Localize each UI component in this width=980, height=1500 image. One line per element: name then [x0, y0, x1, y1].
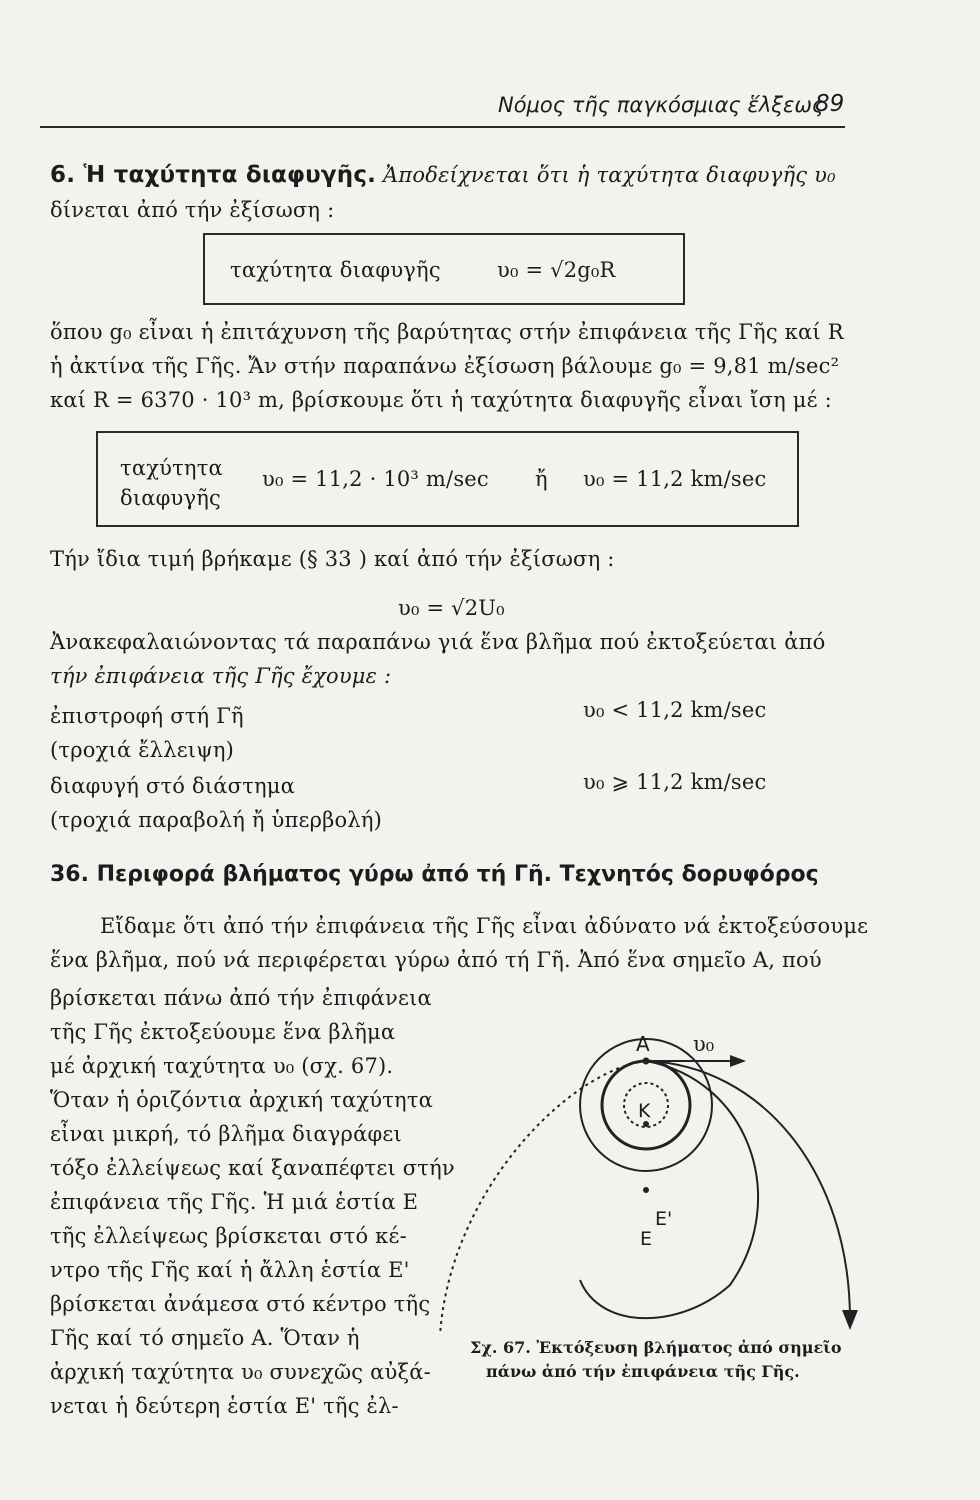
- section36-col-line: μέ ἀρχική ταχύτητα υ₀ (σχ. 67).: [50, 1054, 394, 1078]
- header-rule: [40, 126, 845, 128]
- point-A: [643, 1058, 650, 1065]
- label-A: Α: [636, 1032, 650, 1056]
- para1-line3: καί R = 6370 · 10³ m, βρίσκουμε ὅτι ἡ ταχύτητα διαφυγῆς εἶναι ἴση μέ :: [50, 388, 832, 412]
- section36-col-line: νεται ἡ δεύτερη ἑστία Ε' τῆς ἐλ-: [50, 1394, 399, 1418]
- figure-caption-line1: Σχ. 67. Ἐκτόξευση βλήματος ἀπό σημεῖο: [470, 1338, 842, 1357]
- section6-line2: δίνεται ἀπό τήν ἐξίσωση :: [50, 198, 335, 222]
- section36-col-line: Ὅταν ἡ ὁριζόντια ἀρχική ταχύτητα: [50, 1088, 434, 1112]
- section36-col-line: ἀρχική ταχύτητα υ₀ συνεχῶς αὐξά-: [50, 1360, 431, 1384]
- case2-condition: υ₀ ⩾ 11,2 km/sec: [583, 770, 767, 794]
- trajectory-arrow-head: [842, 1310, 858, 1330]
- box2-formula-1: υ₀ = 11,2 · 10³ m/sec: [262, 467, 489, 491]
- section36-col-line: ντρο τῆς Γῆς καί ἡ ἄλλη ἑστία Ε': [50, 1258, 410, 1282]
- para1-line1: ὅπου g₀ εἶναι ἡ ἐπιτάχυνση τῆς βαρύτητας στήν ἐπιφάνεια τῆς Γῆς καί R: [50, 320, 844, 344]
- label-v0: υ₀: [693, 1032, 715, 1056]
- para1-line2: ἡ ἀκτίνα τῆς Γῆς. Ἄν στήν παραπάνω ἐξίσωση βάλουμε g₀ = 9,81 m/sec²: [50, 354, 840, 378]
- running-title: Νόμος τῆς παγκόσμιας ἕλξεως: [498, 93, 825, 117]
- section36-col-line: εἶναι μικρή, τό βλῆμα διαγράφει: [50, 1122, 402, 1146]
- page-number: 89: [815, 91, 845, 117]
- label-E-prime: Ε': [655, 1208, 673, 1230]
- section36-col-line: τῆς Γῆς ἐκτοξεύουμε ἕνα βλῆμα: [50, 1020, 396, 1044]
- formula3: υ₀ = √2U₀: [398, 596, 505, 620]
- hyperbola-trajectory: [646, 1061, 850, 1320]
- box1-formula: υ₀ = √2g₀R: [497, 258, 616, 282]
- section6-intro: Ἀποδείχνεται ὅτι ἡ ταχύτητα διαφυγῆς υ₀: [383, 163, 836, 187]
- dashed-trajectory: [440, 1061, 646, 1335]
- section36-heading: 36. Περιφορά βλήματος γύρω ἀπό τή Γῆ. Τεχνητός δορυφόρος: [50, 862, 819, 887]
- box2-formula-2: υ₀ = 11,2 km/sec: [583, 467, 767, 491]
- case2-line1: διαφυγή στό διάστημα: [50, 774, 296, 798]
- section6-heading: 6. Ἡ ταχύτητα διαφυγῆς.: [50, 162, 377, 188]
- box1-label: ταχύτητα διαφυγῆς: [230, 258, 441, 282]
- ellipse-trajectory: [580, 1061, 758, 1318]
- label-E: Ε: [640, 1228, 653, 1250]
- case1-line1: ἐπιστροφή στή Γῆ: [50, 704, 244, 728]
- section36-col-line: βρίσκεται πάνω ἀπό τήν ἐπιφάνεια: [50, 986, 432, 1010]
- section36-col-line: τῆς ἐλλείψεως βρίσκεται στό κέ-: [50, 1224, 407, 1248]
- section36-col-line: ἐπιφάνεια τῆς Γῆς. Ἡ μιά ἑστία Ε: [50, 1190, 419, 1214]
- section36-col-line: βρίσκεται ἀνάμεσα στό κέντρο τῆς: [50, 1292, 431, 1316]
- velocity-arrow-head: [730, 1055, 746, 1067]
- case2-line2: (τροχιά παραβολή ἤ ὑπερβολή): [50, 808, 382, 832]
- section6-first-line: [50, 162, 836, 188]
- case1-condition: υ₀ < 11,2 km/sec: [583, 698, 767, 722]
- para3-line2: τήν ἐπιφάνεια τῆς Γῆς ἔχουμε :: [50, 664, 392, 688]
- section36-line-1: Εἴδαμε ὅτι ἀπό τήν ἐπιφάνεια τῆς Γῆς εἶναι ἀδύνατο νά ἐκτοξεύσουμε: [100, 914, 869, 938]
- box2-label-2: διαφυγῆς: [120, 486, 222, 510]
- box2-or: ἤ: [535, 467, 548, 491]
- section36-line-2: ἕνα βλῆμα, πού νά περιφέρεται γύρω ἀπό τή Γῆ. Ἀπό ἕνα σημεῖο Α, πού: [50, 948, 822, 972]
- label-K: Κ: [638, 1100, 651, 1122]
- focus-E-prime: [643, 1187, 649, 1193]
- para3-line1: Ἀνακεφαλαιώνοντας τά παραπάνω γιά ἕνα βλῆμα πού ἐκτοξεύεται ἀπό: [50, 630, 826, 654]
- box2-label-1: ταχύτητα: [120, 456, 223, 480]
- section36-col-line: Γῆς καί τό σημεῖο Α. Ὅταν ἡ: [50, 1326, 360, 1350]
- figure-caption-line2: πάνω ἀπό τήν ἐπιφάνεια τῆς Γῆς.: [486, 1362, 800, 1381]
- para2: Τήν ἴδια τιμή βρήκαμε (§ 33 ) καί ἀπό τήν ἐξίσωση :: [50, 547, 615, 571]
- case1-line2: (τροχιά ἔλλειψη): [50, 738, 235, 762]
- figure-67-diagram: [430, 1020, 870, 1340]
- section36-col-line: τόξο ἐλλείψεως καί ξαναπέφτει στήν: [50, 1156, 455, 1180]
